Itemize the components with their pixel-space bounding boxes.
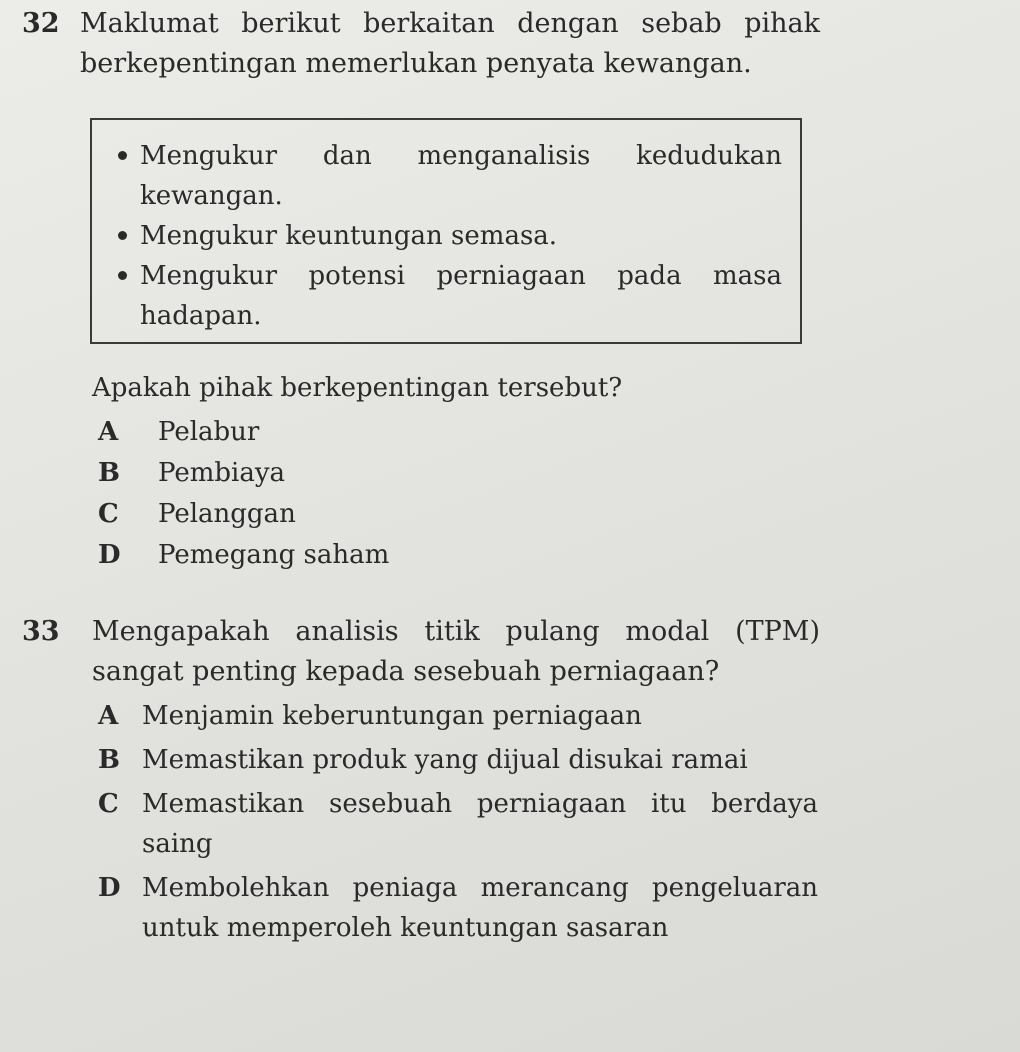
option-text: Pelanggan <box>158 499 296 529</box>
option-text: Menjamin keberuntungan perniagaan <box>142 701 642 731</box>
answer-option-d[interactable] <box>98 868 818 948</box>
answer-option-b[interactable] <box>98 740 818 780</box>
bullet-icon <box>118 271 127 280</box>
option-text: Memastikan sesebuah perniagaan itu berdaya saing <box>142 789 818 859</box>
answer-option-c[interactable] <box>98 494 818 535</box>
bullet-icon <box>118 151 127 160</box>
bullet-icon <box>118 231 127 240</box>
option-text: Membolehkan peniaga merancang pengeluaran untuk memperoleh keuntungan sasaran <box>142 873 818 943</box>
info-list <box>110 136 782 336</box>
question-number: 33 <box>22 616 60 647</box>
answer-options <box>98 696 818 952</box>
option-letter: D <box>98 873 121 903</box>
option-letter: D <box>98 540 121 570</box>
option-text: Pembiaya <box>158 458 286 488</box>
question-stem: Mengapakah analisis titik pulang modal (TPM) sangat penting kepada sesebuah perniagaan? <box>92 616 820 687</box>
info-box <box>90 118 802 344</box>
question-number: 32 <box>22 8 60 39</box>
list-item: Mengukur dan menganalisis kedudukan kewangan. <box>110 136 782 216</box>
answer-options <box>98 412 818 576</box>
answer-option-c[interactable] <box>98 784 818 864</box>
question-prompt: Apakah pihak berkepentingan tersebut? <box>92 373 623 403</box>
answer-option-a[interactable] <box>98 412 818 453</box>
option-letter: A <box>98 701 119 731</box>
question-stem: Maklumat berikut berkaitan dengan sebab pihak berkepentingan memerlukan penyata kewangan. <box>80 8 820 79</box>
option-letter: B <box>98 458 120 488</box>
option-text: Pemegang saham <box>158 540 390 570</box>
list-item: Mengukur keuntungan semasa. <box>110 216 782 256</box>
option-letter: C <box>98 499 119 529</box>
option-letter: C <box>98 789 119 819</box>
option-letter: A <box>98 417 119 447</box>
option-text: Memastikan produk yang dijual disukai ramai <box>142 745 748 775</box>
option-letter: B <box>98 745 120 775</box>
answer-option-b[interactable] <box>98 453 818 494</box>
answer-option-d[interactable] <box>98 535 818 576</box>
list-item: Mengukur potensi perniagaan pada masa hadapan. <box>110 256 782 336</box>
answer-option-a[interactable] <box>98 696 818 736</box>
option-text: Pelabur <box>158 417 260 447</box>
